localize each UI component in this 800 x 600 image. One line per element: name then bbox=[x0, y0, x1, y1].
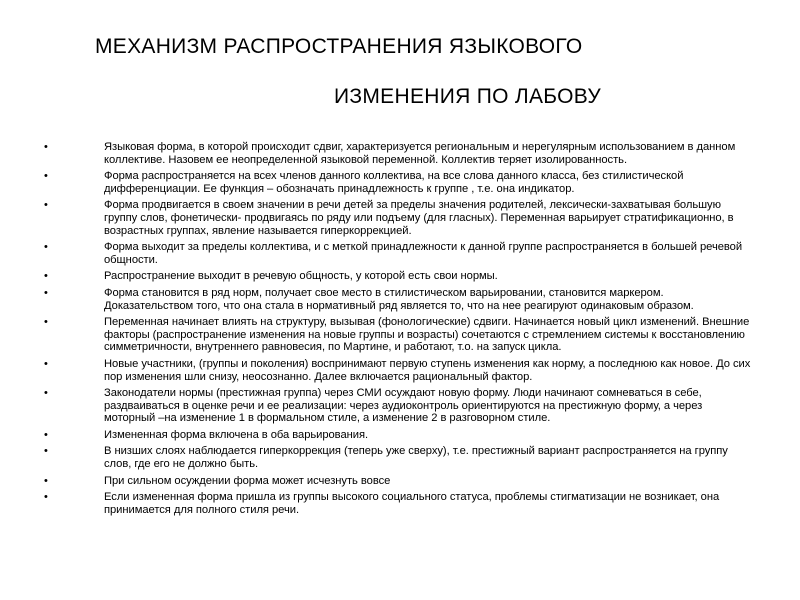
list-item bbox=[0, 241, 800, 266]
bullet-text: При сильном осуждении форма может исчезнуть вовсе bbox=[104, 474, 391, 487]
bullet-text: Новые участники, (группы и поколения) воспринимают первую ступень изменения как норму, а последнюю как новое. До сих пор изменения шли снизу, неосознанно. Далее включается рациональный фактор. bbox=[104, 357, 751, 383]
bullet-icon: • bbox=[44, 270, 48, 283]
title-line-1: МЕХАНИЗМ РАСПРОСТРАНЕНИЯ ЯЗЫКОВОГО bbox=[95, 35, 583, 58]
bullet-text: В низших слоях наблюдается гиперкоррекция (теперь уже сверху), т.е. престижный вариант распространяется на группу слов, где его не должно быть. bbox=[104, 445, 728, 471]
bullet-icon: • bbox=[44, 241, 48, 254]
list-item bbox=[0, 199, 800, 237]
list-item bbox=[0, 287, 800, 312]
bullet-text: Измененная форма включена в оба варьирования. bbox=[104, 428, 369, 441]
list-item bbox=[0, 141, 800, 166]
bullet-icon: • bbox=[44, 387, 48, 400]
bullet-icon: • bbox=[44, 357, 48, 370]
bullet-icon: • bbox=[44, 491, 48, 504]
bullet-text: Языковая форма, в которой происходит сдвиг, характеризуется региональным и нерегулярным использованием в данном коллективе. Назовем ее неопределенной языковой переменной. Коллектив теряет изолированность. bbox=[104, 141, 736, 166]
bullet-icon: • bbox=[44, 286, 48, 299]
bullet-text: Форма выходит за пределы коллектива, и с меткой принадлежности к данной группе распространяется в большей речевой общности. bbox=[104, 241, 743, 266]
bullet-text: Форма становится в ряд норм, получает свое место в стилистическом варьировании, становится маркером. Доказательством того, что она стала в нормативный ряд является то, что на нее реагируют одинаковым образом. bbox=[104, 286, 694, 312]
list-item bbox=[0, 387, 800, 425]
bullet-text: Законодатели нормы (престижная группа) через СМИ осуждают новую форму. Люди начинают сомневаться в себе, раздваиваться в оценке речи и ее реализации: через аудиоконтроль ориентируются на престижную форму, а через моторный –на изменение 1 в формальном стиле, а изменение 2 в разговорном стиле. bbox=[104, 387, 703, 425]
bullet-text: Если измененная форма пришла из группы высокого социального статуса, проблемы стигматизации не возникает, она принимается для полного стиля речи. bbox=[104, 491, 720, 516]
bullet-icon: • bbox=[44, 199, 48, 212]
list-item bbox=[0, 358, 800, 383]
list-item bbox=[0, 270, 800, 283]
bullet-text: Распространение выходит в речевую общность, у которой есть свои нормы. bbox=[104, 270, 498, 283]
list-item bbox=[0, 491, 800, 516]
bullet-icon: • bbox=[44, 316, 48, 329]
list-item bbox=[0, 429, 800, 442]
title-line-2: ИЗМЕНЕНИЯ ПО ЛАБОВУ bbox=[334, 85, 601, 108]
bullet-icon: • bbox=[44, 141, 48, 153]
bullet-text: Переменная начинает влиять на структуру, вызывая (фонологические) сдвиги. Начинается новый цикл изменений. Внешние факторы (распространение изменения на новые группы и возрасты) сочетаются с стремлением системы к восстановлению симметричности, внутреннего равновесия, по Мартине, и работают, т.о. на запуск цикла. bbox=[104, 316, 750, 354]
bullet-text: Форма продвигается в своем значении в речи детей за пределы значения родителей, лексически-захватывая большую группу слов, фонетически- продвигаясь по ряду или подъему (для гласных). Переменная варьирует стратификационно, в возрастных группах, явление называется гиперкоррекцией. bbox=[104, 199, 734, 237]
list-item bbox=[0, 170, 800, 195]
bullet-icon: • bbox=[44, 474, 48, 487]
bullet-icon: • bbox=[44, 170, 48, 183]
bullet-icon: • bbox=[44, 445, 48, 458]
list-item bbox=[0, 445, 800, 470]
bullet-list bbox=[0, 141, 800, 520]
list-item bbox=[0, 316, 800, 354]
bullet-icon: • bbox=[44, 428, 48, 441]
bullet-text: Форма распространяется на всех членов данного коллектива, на все слова данного класса, без стилистической дифференциации. Ее функция – обозначать принадлежность к группе , т.е. она индикатор. bbox=[104, 170, 684, 195]
list-item bbox=[0, 475, 800, 488]
